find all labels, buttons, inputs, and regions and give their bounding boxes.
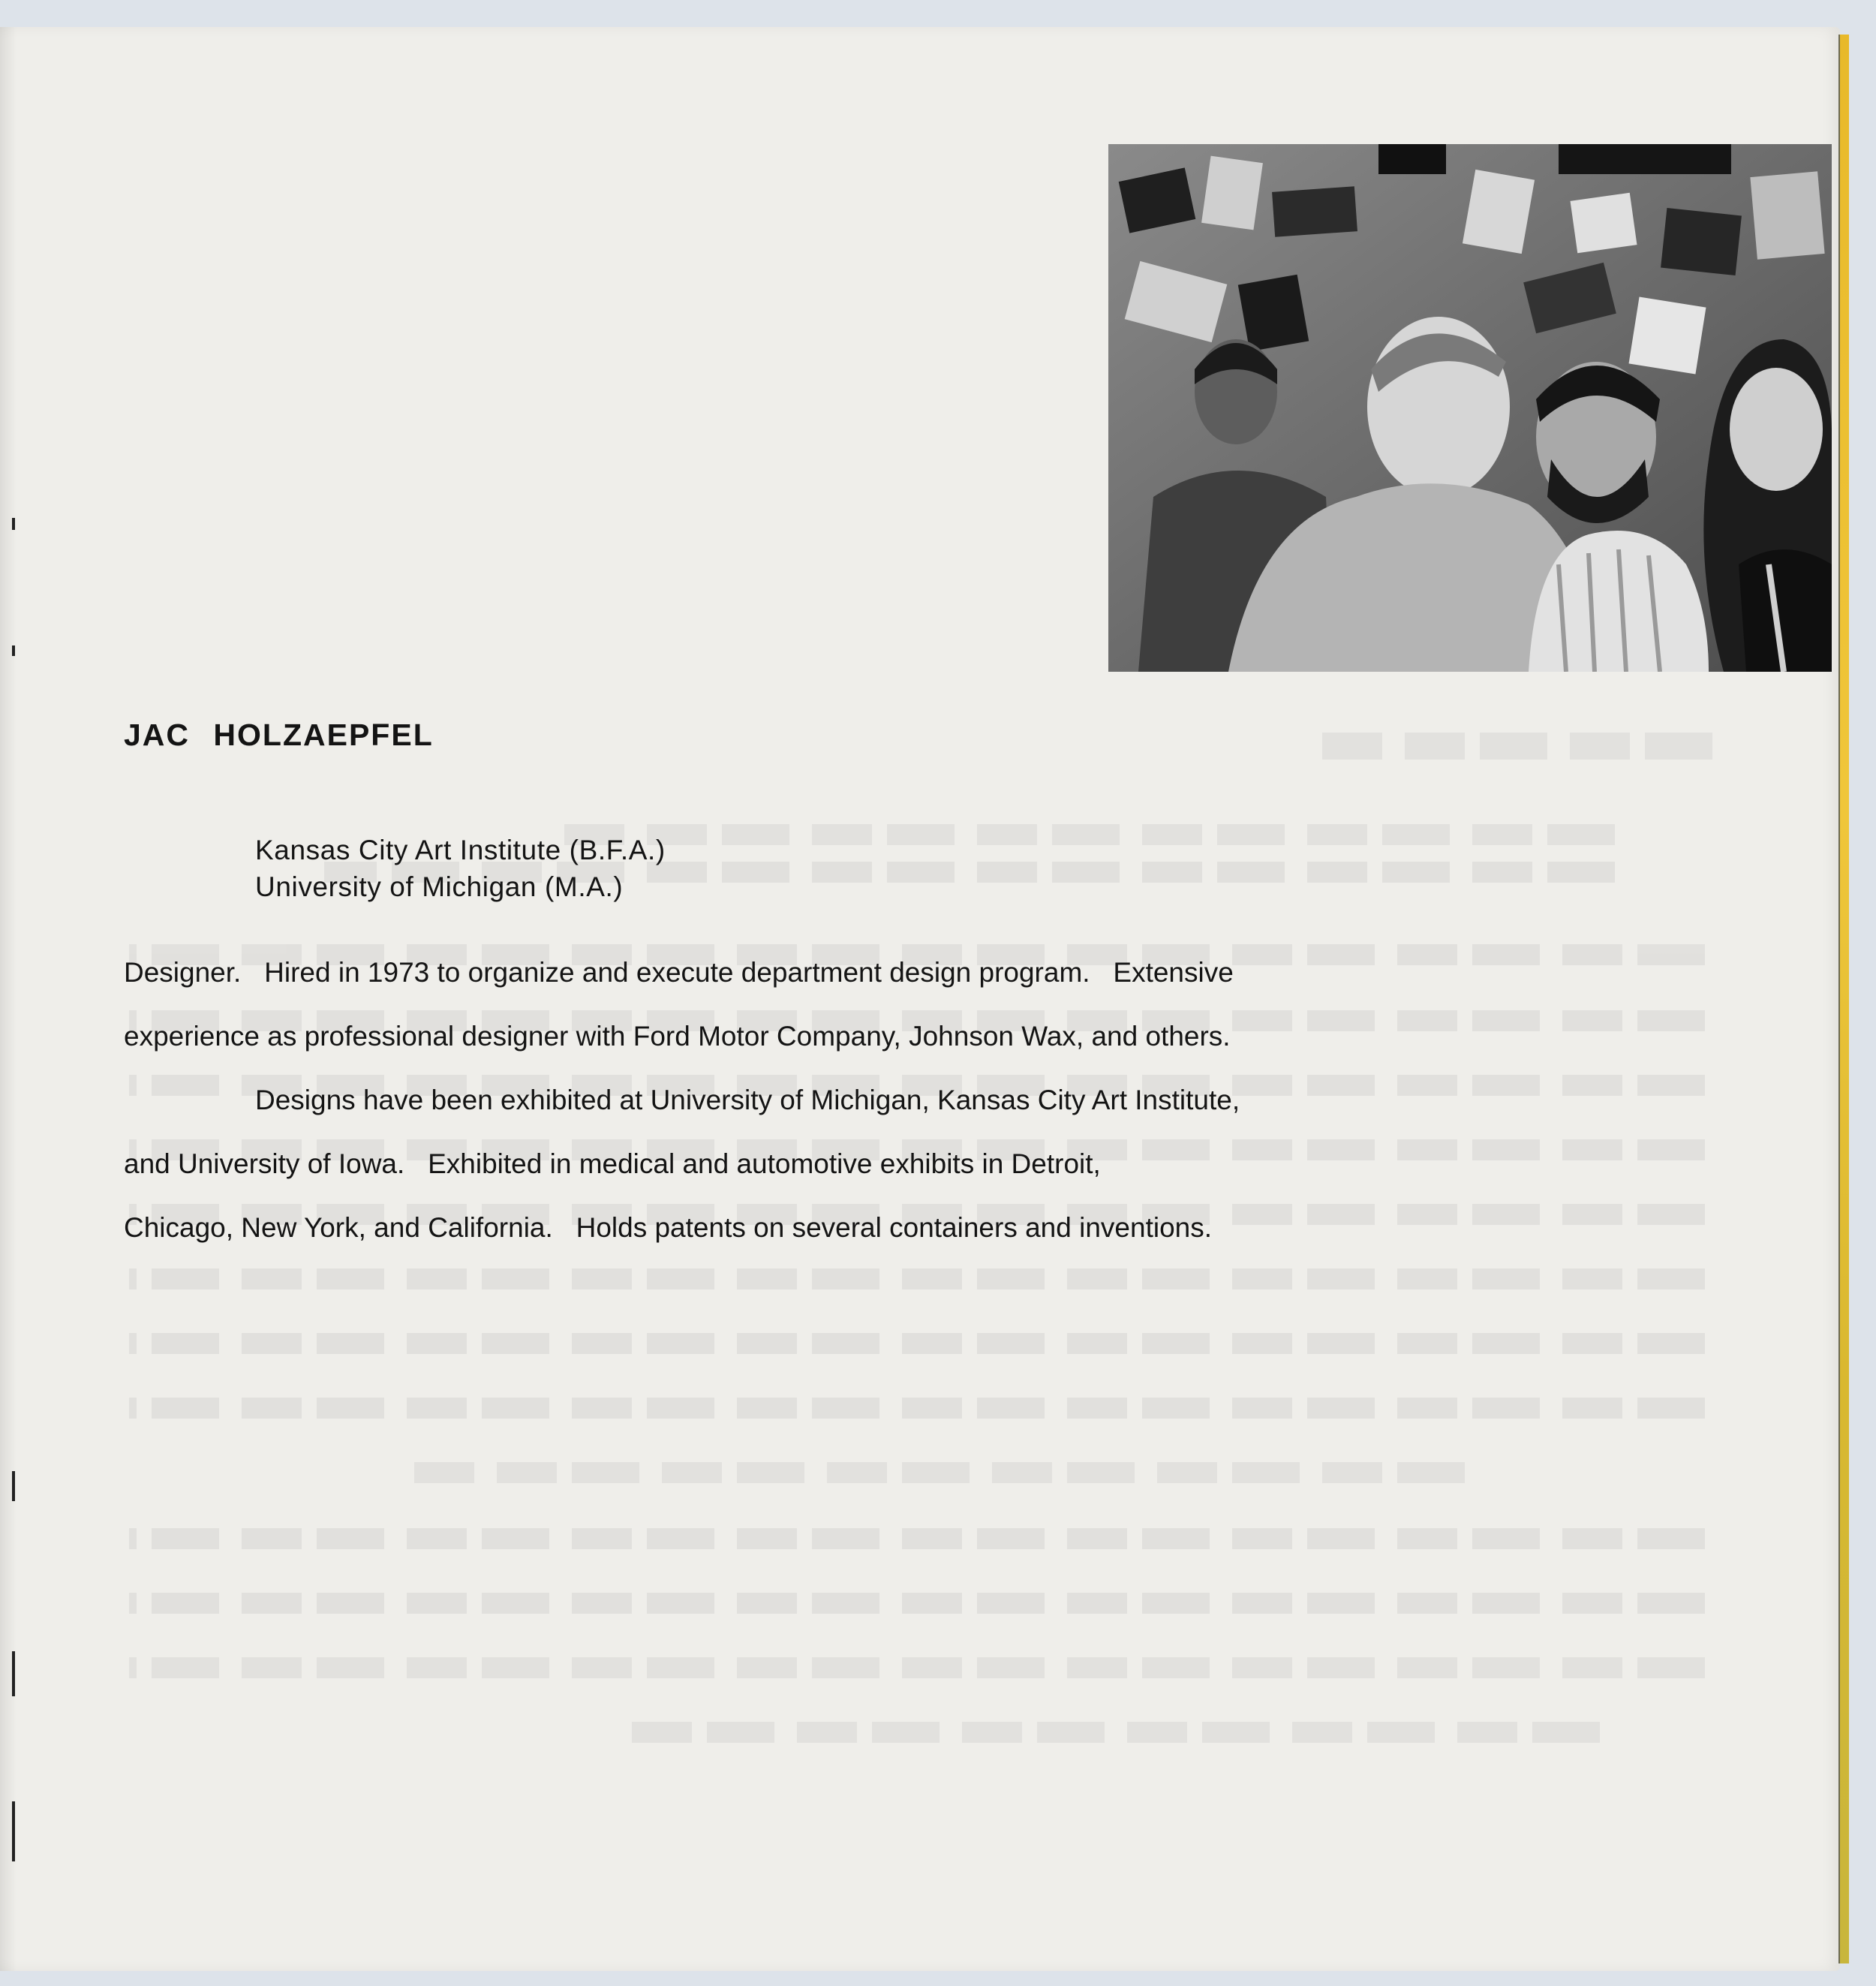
next-page-edge [1838,35,1849,1963]
education-item: Kansas City Art Institute (B.F.A.) [255,835,666,865]
bio-line: Chicago, New York, and California. Holds patents on several containers and inventions. [124,1212,1213,1243]
education-list [255,832,666,905]
page-sheet [0,27,1840,1971]
binding-mark [12,1651,15,1696]
binding-mark [12,1471,15,1501]
bio-line: Designer. Hired in 1973 to organize and execute department design program. Extensive [124,957,1234,988]
binding-mark [12,645,15,656]
bio-line: Designs have been exhibited at University of Michigan, Kansas City Art Institute, [255,1085,1240,1115]
photo-people-smiling-icon [1108,144,1832,672]
biography [124,949,1565,1268]
binding-mark [12,1801,15,1861]
education-item: University of Michigan (M.A.) [255,871,624,902]
bio-line: and University of Iowa. Exhibited in medical and automotive exhibits in Detroit, [124,1148,1101,1179]
person-name: JAC HOLZAEPFEL [124,718,434,752]
bio-line: experience as professional designer with Ford Motor Company, Johnson Wax, and others. [124,1021,1231,1052]
group-photo [1108,144,1832,672]
binding-mark [12,518,15,530]
